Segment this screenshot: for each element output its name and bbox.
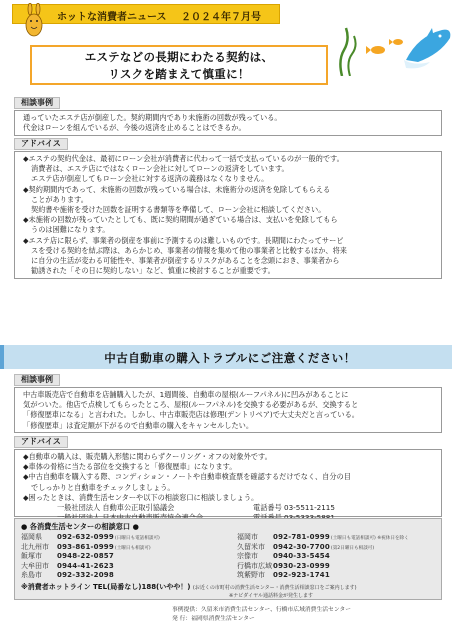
- org-name: 一般社団法人 自動車公正取引協議会: [57, 503, 175, 513]
- consultation-org-line: [23, 503, 433, 513]
- article1-case-label: 相談事例: [14, 97, 60, 109]
- hotline-text: ※消費者ホットライン TEL(局番なし)188(いやや！): [21, 583, 191, 591]
- contact-row: [237, 571, 439, 581]
- mascot-icon: [23, 3, 45, 39]
- article1-title-line1: エステなどの長期にわたる契約は、: [84, 50, 274, 64]
- center-name: 糸島市: [21, 571, 42, 580]
- article2-case-line: 中古車販売店で自動車を店舗購入したが、1週間後、自動車の屋根(ルーフパネル)に凹みがあることに: [23, 390, 349, 399]
- center-name: 行橋市広域: [237, 561, 272, 570]
- center-name: 北九州市: [21, 542, 49, 551]
- phone-number: 0930-23-0999: [273, 561, 330, 570]
- article2-advice-label: アドバイス: [14, 436, 68, 448]
- center-name: 福岡市: [237, 533, 258, 541]
- contact-row: [237, 552, 439, 562]
- contact-note: (日曜日も電話相談可): [114, 536, 160, 541]
- footer-publisher: 発 行：福岡県消費生活センター: [172, 616, 255, 622]
- footer-case-credit: 事例提供：久留米市消費生活センター、行橋市広域消費生活センター: [172, 607, 352, 613]
- contact-row: [21, 571, 231, 581]
- consumer-hotline: [21, 582, 437, 592]
- article1-advice-label: アドバイス: [14, 138, 68, 150]
- center-name: 久留米市: [237, 542, 265, 551]
- article2-case-line: 気がついた。他店で点検してもらったところ、屋根(ルーフパネル)を交換する必要があるが、交換すると: [23, 400, 359, 410]
- center-name: 宗像市: [237, 552, 258, 561]
- contact-note: (第2日曜日も相談可): [330, 545, 375, 551]
- org-phone: 電話番号 03-5511-2115: [253, 503, 335, 513]
- adv1-advice-line: ◆エステの契約代金は、最初にローン会社が消費者に代わって一括で支払っているのが一般的です。: [23, 154, 344, 163]
- phone-number: 092-781-0999: [273, 533, 330, 541]
- phone-number: 093-861-0999: [57, 542, 114, 551]
- adv1-advice-line: ことがあります。: [31, 194, 88, 204]
- adv1-advice-line: ◆契約期間内であって、未施術の回数が残っている場合は、未施術分の返済を免除してもらえる: [23, 184, 331, 194]
- contact-row: [237, 543, 439, 553]
- article2-advice-panel: [14, 449, 442, 517]
- phone-number: 092-923-1741: [273, 571, 330, 580]
- phone-number: 0948-22-0857: [57, 552, 114, 561]
- contact-row: [237, 533, 439, 543]
- contact-row: [21, 543, 231, 553]
- adv2-advice-line: でしっかりと自動車をチェックしましょう。: [31, 482, 175, 492]
- contact-row: [21, 533, 231, 543]
- adv2-advice-line: ◆車体の骨格に当たる部位を交換すると「修復歴車」になります。: [23, 462, 237, 472]
- contacts-box: [14, 518, 442, 600]
- article1-title-line2: リスクを踏まえて慎重に！: [108, 67, 250, 81]
- hotline-note: (お近くの市町村の消費生活センター・消費生活相談窓口をご案内します): [192, 585, 357, 591]
- phone-number: 0942-30-7700: [273, 542, 330, 551]
- center-name: 筑紫野市: [237, 571, 265, 580]
- contact-row: [237, 562, 439, 572]
- sea-illustration-icon: [334, 10, 452, 76]
- contact-row: [21, 552, 231, 562]
- newsletter-title: ホットな消費者ニュース: [57, 12, 167, 23]
- newsletter-tag: [12, 4, 280, 24]
- navi-dial-note: ※ナビダイヤル通話料金が発生します: [229, 593, 314, 599]
- adv1-advice-line: ◆未施術の回数が残っていたとしても、既に契約期間が過ぎている場合は、支払いを免除してもら: [23, 215, 338, 225]
- contacts-right-column: [237, 533, 439, 581]
- adv1-advice-line: 契約書や施術を受けた回数を証明する書類等を準備して、ローン会社に相談してください。: [31, 205, 326, 215]
- article2-case-panel: [14, 387, 442, 433]
- adv1-advice-line: ◆エステ店に限らず、事業者の倒産を事前に予測するのは難しいものです。長期間にわたってサービ: [23, 235, 344, 245]
- phone-number: 0944-41-2623: [57, 561, 114, 570]
- article2-case-line: 「修復歴車」は査定額が下がるので自動車の購入をキャンセルしたい。: [23, 420, 254, 430]
- adv1-advice-line: 勧誘された「その日に契約しない」など、慎重に検討することが重要です。: [31, 266, 275, 276]
- article1-advice-panel: [14, 151, 442, 279]
- adv1-advice-line: エステ店が倒産してもローン会社に対する返済の義務はなくなりません。: [31, 174, 269, 184]
- article2-case-line: 「修復歴車になる」と言われた。しかし、中古車販売店は修理(デントリペア)で大丈夫だと言っている。: [23, 410, 359, 420]
- center-name: 福岡県: [21, 533, 42, 541]
- contact-note: (土曜日も相談可): [114, 545, 151, 551]
- article2-title-banner: [0, 345, 452, 369]
- contacts-heading: ● 各消費生活センターの相談窓口 ●: [21, 522, 139, 531]
- adv2-advice-line: ◆自動車の購入は、販売購入形態に関わらずクーリング・オフの対象外です。: [23, 452, 272, 461]
- article1-case-line: 代金はローンを組んでいるが、今後の返済を止めることはできるか。: [23, 123, 246, 133]
- article2-title: 中古自動車の購入トラブルにご注意ください！: [104, 351, 356, 365]
- contact-row: [21, 562, 231, 572]
- article1-title: [30, 45, 328, 85]
- adv2-advice-line: ◆困ったときは、消費生活センターや以下の相談窓口に相談しましょう。: [23, 492, 259, 502]
- adv1-advice-line: 消費者は、エステ店にではなくローン会社に対してローンの返済をしています。: [31, 164, 289, 174]
- adv1-advice-line: スを受ける契約を結ぶ際は、あらかじめ、事業者の情報を集めて他の事業者と比較するほか、将来: [31, 245, 347, 255]
- article1-case-line: 通っていたエステ店が倒産した。契約期間内であり未施術の回数が残っている。: [23, 113, 282, 122]
- center-name: 飯塚市: [21, 552, 42, 561]
- footer: [172, 606, 351, 624]
- adv2-advice-line: ◆中古自動車を購入する際、コンディション・ノートや自動車検査票を確認するだけでなく、自分の目: [23, 472, 351, 482]
- contact-note: (土曜日も電話相談可) ※祝休日を除く: [330, 536, 409, 541]
- issue-date: ２０２４年７月号: [181, 12, 261, 23]
- article2-case-label: 相談事例: [14, 374, 60, 386]
- phone-number: 092-632-0999: [57, 533, 114, 541]
- adv1-advice-line: に自分の生活が変わる可能性や、事業者が倒産するリスクがあることを念頭におき、事業者から: [31, 256, 340, 266]
- phone-number: 092-332-2098: [57, 571, 114, 580]
- adv1-advice-line: うのは困難になります。: [31, 225, 110, 235]
- contacts-left-column: [21, 533, 231, 581]
- article1-case-panel: [14, 110, 442, 136]
- center-name: 大牟田市: [21, 561, 49, 570]
- phone-number: 0940-33-5454: [273, 552, 330, 561]
